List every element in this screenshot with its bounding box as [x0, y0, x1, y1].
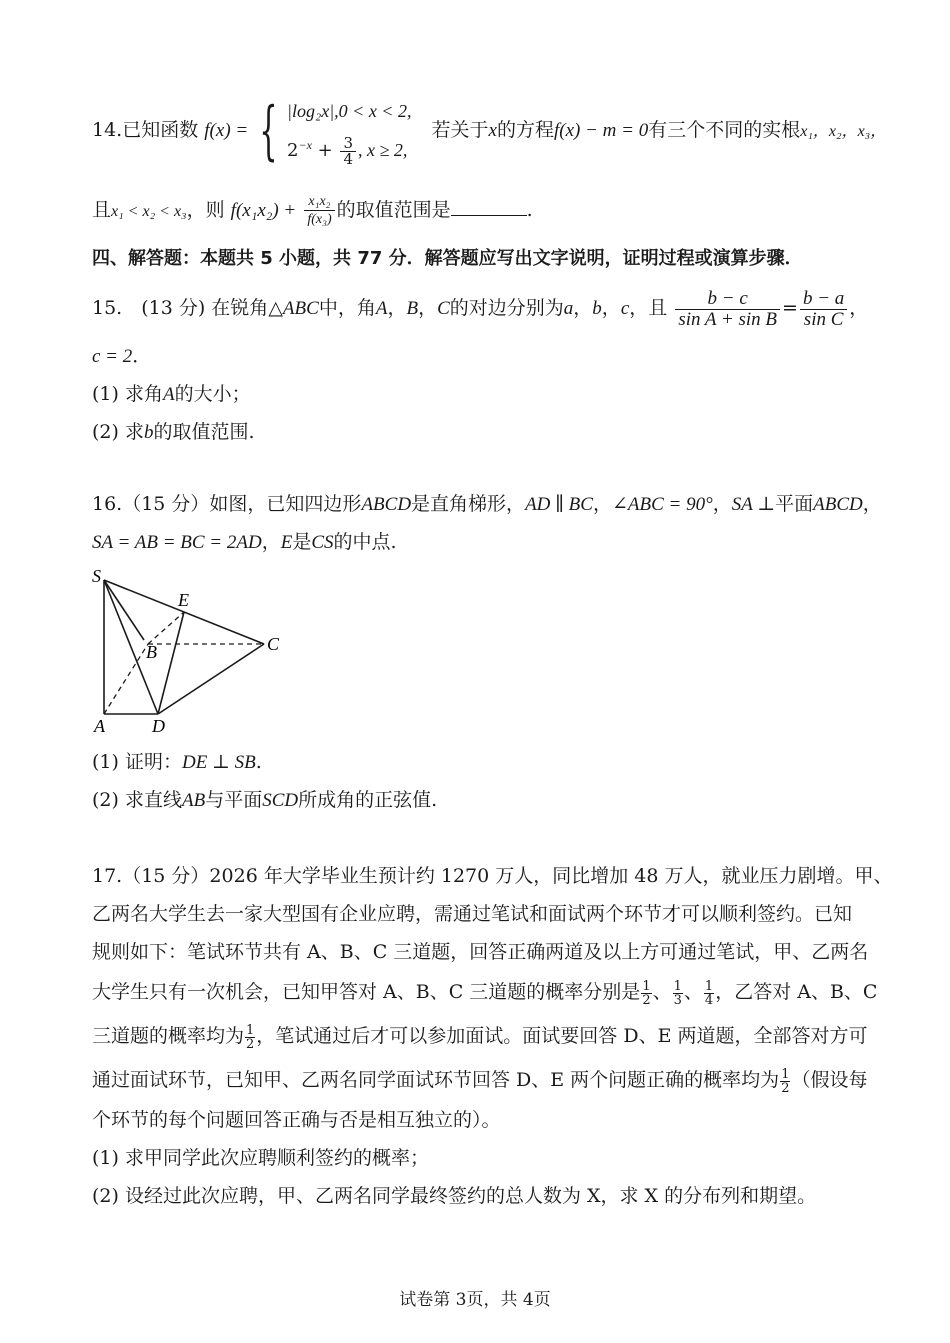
q17-line3: 规则如下：笔试环节共有 A、B、C 三道题，回答正确两道及以上方可通过笔试，甲、乙两名 [92, 941, 869, 963]
q14-mid: 若关于 [431, 119, 489, 141]
q17-line1: 17.（15 分）2026 年大学毕业生预计约 1270 万人，同比增加 48 万人，就业压力剧增。甲、 [92, 865, 893, 887]
label-B: B [146, 642, 157, 662]
q14-tail: 有三个不同的实根 [648, 119, 801, 141]
q14-mid2: 的方程 [496, 119, 554, 141]
q14-expr-frac: $\frac{\text{x₁x₂}}{\text{f(x₃)}}$ [304, 194, 334, 229]
q15-frac1: $\frac{b - c}{\text{sin A + sin B}}$ [675, 289, 780, 330]
q14-expr: f(x₁x₂) + [230, 200, 297, 221]
section4-heading: 四、解答题：本题共 5 小题，共 77 分．解答题应写出文字说明，证明过程或演算步骤． [92, 248, 803, 269]
q15-line2: c = 2． [92, 345, 152, 367]
edge-AB-hidden [104, 644, 148, 714]
q14-case1: |log₂x|,0 < x < 2, [287, 101, 412, 121]
q16-figure [88, 566, 298, 736]
edge-BE-hidden [148, 612, 184, 644]
q14-case2: $2^{-x}$ + $\frac{3}{4}$ , x ≥ 2, [287, 133, 408, 168]
q17-part1: (1) 求甲同学此次应聘顺利签约的概率； [92, 1147, 429, 1169]
label-D: D [152, 716, 165, 736]
q17-line6: 通过面试环节，已知甲、乙两名同学面试环节回答 D、E 两个问题正确的概率均为 $\frac{1}{2}$ （假设每 [92, 1066, 868, 1096]
q14-answer-blank[interactable] [451, 197, 527, 216]
q16-line2: SA = AB = BC = 2AD，E是CS的中点. [92, 531, 397, 553]
q14-line1 [92, 92, 887, 170]
q16-part2: (2) 求直线AB与平面SCD所成角的正弦值. [92, 789, 438, 811]
q14-var: x [488, 120, 497, 141]
q17-line5: 三道题的概率均为 $\frac{1}{2}$ ，笔试通过后才可以参加面试。面试要回答 D、E 两道题，全部答对方可 [92, 1022, 868, 1052]
q15-line1: 15. (13 分) 在锐角△ABC中，角A，B，C的对边分别为a，b，c，且 $\frac{b - c}{\text{sin A + sin B}}$ = $\frac{b - a}{\text{sin C}}$ ， [92, 287, 869, 330]
q15-part2: (2) 求b的取值范围. [92, 421, 255, 443]
q16-line1: 16.（15 分）如图，已知四边形ABCD是直角梯形，AD ∥ BC，∠ABC = 90°，SA ⊥平面ABCD， [92, 493, 882, 515]
q14-line2-b: ，则 [186, 199, 225, 221]
q14-lead: 已知函数 [122, 119, 199, 141]
label-S: S [92, 566, 101, 586]
q16-part1: (1) 证明：DE ⊥ SB. [92, 751, 262, 773]
q14-eq: f(x) − m = 0 [553, 120, 649, 141]
q15-frac2: $\frac{b - a}{\text{sin C}}$ [800, 289, 847, 330]
q14-cases [287, 94, 411, 168]
q17-line2: 乙两名大学生去一家大型国有企业应聘，需通过笔试和面试两个环节才可以顺利签约。已知 [92, 903, 853, 925]
q14-func: f(x) = [204, 120, 249, 141]
q14-brace: { [259, 94, 278, 168]
q17-line7: 个环节的每个问题回答正确与否是相互独立的）。 [92, 1109, 501, 1131]
page-footer: 试卷第 3页，共 4页 [399, 1290, 551, 1310]
q14-line2-a: 且 [92, 199, 112, 221]
q14-cond: x₁ < x₂ < x₃ [111, 203, 187, 220]
q17-line4: 大学生只有一次机会，已知甲答对 A、B、C 三道题的概率分别是 $\frac{1}{2}$ 、 $\frac{1}{3}$ 、 $\frac{1}{4}$ ，乙答对 A、B、C [92, 978, 878, 1008]
q15-part1: (1) 求角A的大小； [92, 383, 251, 405]
label-E: E [178, 590, 189, 610]
label-A: A [94, 716, 105, 736]
q14-line2: 且x₁ < x₂ < x₃，则 f(x₁x₂) + $\frac{\text{x₁x₂}}{\text{f(x₃)}}$ 的取值范围是 . [92, 193, 533, 227]
q17-part2: (2) 设经过此次应聘，甲、乙两名同学最终签约的总人数为 X，求 X 的分布列和期望。 [92, 1185, 817, 1207]
q14-line2-c: 的取值范围是 [336, 199, 451, 221]
label-C: C [267, 634, 280, 654]
q14-roots: x₁，x₂，x₃， [800, 123, 887, 140]
q14-number: 14. [92, 119, 123, 141]
